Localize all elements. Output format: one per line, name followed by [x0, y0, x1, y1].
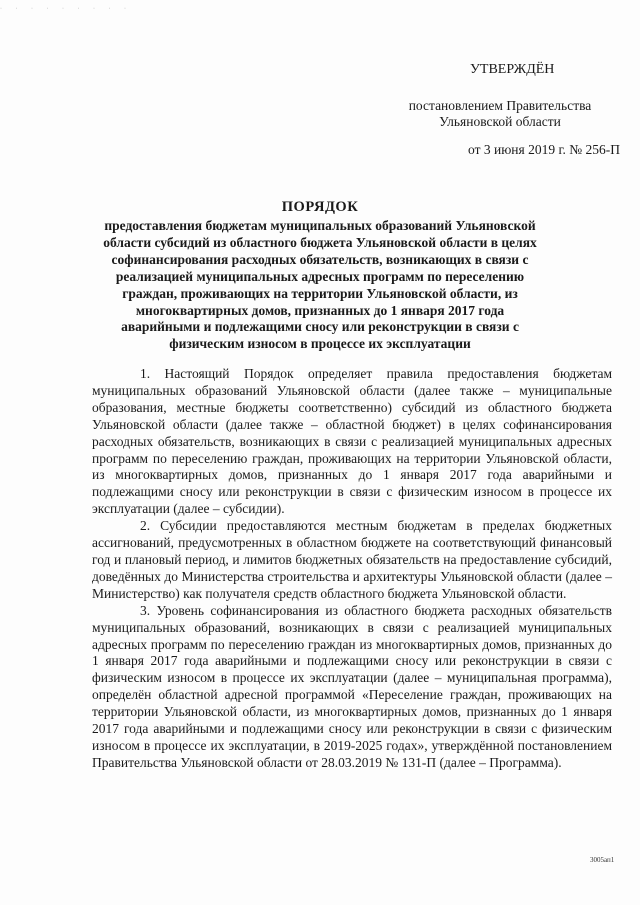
paragraph: 2. Субсидии предоставляются местным бюджетам в пределах бюджетных ассигнований, предусмотренных в областном бюджете на соответствующий финансовый год и плановый период, и лимитов бюджетных обязательств на предоставление субсидий, доведённых до Министерства строительства и архитектуры Ульяновской области (далее – Министерство) как получателя средств областного бюджета Ульяновской области.	[92, 518, 612, 601]
paragraph: 3. Уровень софинансирования из областного бюджета расходных обязательств муниципальных образований, возникающих в связи с реализацией муниципальных адресных программ по переселению граждан из многоквартирных домов, признанных до 1 января 2017 года аварийными и подлежащими сносу или реконструкции в связи с физическим износом в процессе их эксплуатации (далее – муниципальная программа), определён областной адресной программой «Переселение граждан, проживающих на территории Ульяновской области, из многоквартирных домов, признанных до 1 января 2017 года аварийными и подлежащими сносу или реконструкции в связи с физическим износом в процессе их эксплуатации, в 2019-2025 годах», утверждённой постановлением Правительства Ульяновской области от 28.03.2019 № 131-П (далее – Программа).	[92, 602, 612, 770]
document-body	[92, 366, 612, 772]
document-subtitle: предоставления бюджетам муниципальных образований Ульяновской области субсидий из областного бюджета Ульяновской области в целях софинансирования расходных обязательств, возникающих в связи с реализацией муниципальных адресных программ по переселению граждан, проживающих на территории Ульяновской области, из многоквартирных домов, признанных до 1 января 2017 года аварийными и подлежащими сносу или реконструкции в связи с физическим износом в процессе их эксплуатации	[103, 218, 537, 352]
approval-stamp-label: УТВЕРЖДЁН	[470, 62, 555, 77]
paragraph: 1. Настоящий Порядок определяет правила предоставления бюджетам муниципальных образований Ульяновской области (далее также – муниципальные образования, местные бюджеты соответственно) субсидий из областного бюджета Ульяновской области (далее также – областной бюджет) в целях софинансирования расходных обязательств, возникающих в связи с реализацией муниципальных адресных программ по переселению граждан, проживающих на территории Ульяновской области, из многоквартирных домов, признанных до 1 января 2017 года аварийными и подлежащими сносу или реконструкции в связи с физическим износом в процессе их эксплуатации (далее – субсидии).	[92, 366, 612, 517]
scan-artifact: · · · · · · · · ·	[0, 6, 132, 12]
approval-basis-line: постановлением Правительства	[408, 98, 592, 113]
footer-code: 3005ап1	[590, 856, 615, 864]
approval-basis-line: Ульяновской области	[439, 114, 561, 129]
approval-basis	[380, 98, 620, 130]
document-title: ПОРЯДОК	[281, 199, 359, 215]
approval-date: от 3 июня 2019 г. № 256-П	[468, 142, 620, 157]
